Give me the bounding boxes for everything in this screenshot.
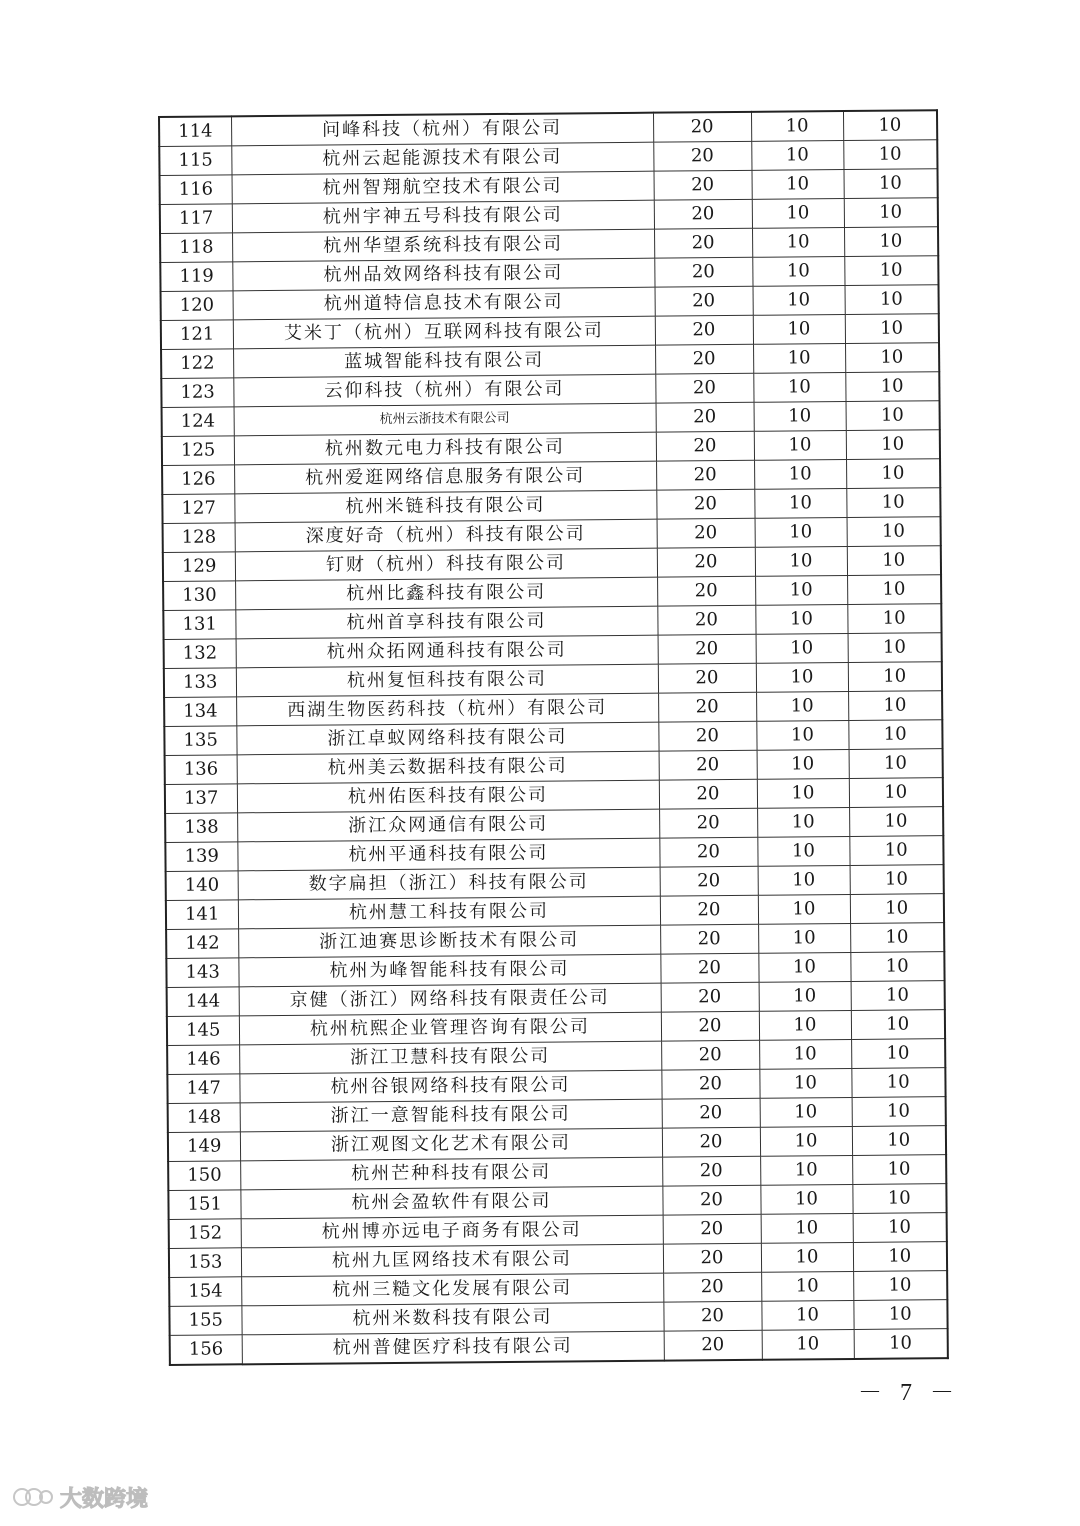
- company-name-cell: 杭州九匡网络技术有限公司: [241, 1244, 663, 1277]
- value-b-cell: 10: [753, 286, 845, 316]
- value-a-cell: 20: [658, 721, 756, 751]
- company-name-cell: 浙江众网通信有限公司: [237, 809, 659, 842]
- row-number-cell: 135: [164, 726, 236, 756]
- value-a-cell: 20: [661, 1040, 759, 1070]
- company-name-cell: 杭州平通科技有限公司: [237, 838, 659, 871]
- row-number-cell: 133: [164, 668, 236, 698]
- table-body: [159, 110, 948, 1365]
- company-name-cell: 杭州三糙文化发展有限公司: [241, 1273, 663, 1306]
- value-b-cell: 10: [755, 518, 847, 548]
- value-b-cell: 10: [760, 1184, 852, 1214]
- value-b-cell: 10: [754, 402, 846, 432]
- company-name-cell: 浙江迪赛思诊断技术有限公司: [238, 925, 660, 958]
- value-c-cell: 10: [850, 894, 944, 924]
- value-b-cell: 10: [756, 692, 848, 722]
- value-c-cell: 10: [849, 749, 943, 779]
- value-c-cell: 10: [848, 720, 942, 750]
- company-name-cell: 杭州爱逛网络信息服务有限公司: [234, 461, 656, 494]
- value-b-cell: 10: [758, 894, 850, 924]
- row-number-cell: 140: [166, 871, 238, 901]
- value-b-cell: 10: [754, 431, 846, 461]
- value-c-cell: 10: [848, 691, 942, 721]
- watermark-logo-icon: [12, 1484, 54, 1510]
- company-name-cell: 杭州首享科技有限公司: [235, 606, 657, 639]
- value-b-cell: 10: [756, 720, 848, 750]
- row-number-cell: 115: [159, 146, 231, 176]
- value-c-cell: 10: [854, 1329, 948, 1359]
- company-name-cell: 杭州道特信息技术有限公司: [233, 287, 655, 320]
- value-c-cell: 10: [846, 459, 940, 489]
- company-name-cell: 杭州普健医疗科技有限公司: [242, 1331, 664, 1364]
- value-a-cell: 20: [664, 1330, 762, 1360]
- value-c-cell: 10: [851, 1068, 945, 1098]
- value-c-cell: 10: [845, 372, 939, 402]
- company-name-cell: 问峰科技（杭州）有限公司: [231, 113, 653, 146]
- value-b-cell: 10: [753, 315, 845, 345]
- value-b-cell: 10: [757, 749, 849, 779]
- row-number-cell: 128: [163, 523, 235, 553]
- value-b-cell: 10: [755, 547, 847, 577]
- row-number-cell: 119: [160, 262, 232, 292]
- company-name-cell: 杭州杭熙企业管理咨询有限公司: [239, 1012, 661, 1045]
- row-number-cell: 117: [160, 204, 232, 234]
- value-a-cell: 20: [656, 402, 754, 432]
- company-name-cell: 钉财（杭州）科技有限公司: [235, 548, 657, 581]
- value-b-cell: 10: [761, 1242, 853, 1272]
- company-name-cell: 杭州华望系统科技有限公司: [232, 229, 654, 262]
- company-table: [158, 109, 949, 1366]
- value-b-cell: 10: [754, 489, 846, 519]
- row-number-cell: 156: [170, 1335, 242, 1365]
- row-number-cell: 126: [162, 465, 234, 495]
- row-number-cell: 154: [169, 1277, 241, 1307]
- value-c-cell: 10: [846, 488, 940, 518]
- row-number-cell: 125: [162, 436, 234, 466]
- row-number-cell: 151: [168, 1190, 240, 1220]
- value-c-cell: 10: [847, 546, 941, 576]
- company-name-cell: 杭州品效网络科技有限公司: [232, 258, 654, 291]
- value-a-cell: 20: [662, 1156, 760, 1186]
- value-a-cell: 20: [663, 1243, 761, 1273]
- value-b-cell: 10: [762, 1329, 854, 1359]
- table-wrapper: [158, 109, 947, 1366]
- value-a-cell: 20: [654, 257, 752, 287]
- value-a-cell: 20: [660, 924, 758, 954]
- value-b-cell: 10: [757, 836, 849, 866]
- row-number-cell: 118: [160, 233, 232, 263]
- value-a-cell: 20: [662, 1185, 760, 1215]
- row-number-cell: 144: [167, 987, 239, 1017]
- company-name-cell: 杭州慧工科技有限公司: [238, 896, 660, 929]
- row-number-cell: 141: [166, 900, 238, 930]
- value-b-cell: 10: [755, 576, 847, 606]
- company-name-cell: 艾米丁（杭州）互联网科技有限公司: [233, 316, 655, 349]
- value-b-cell: 10: [758, 923, 850, 953]
- company-name-cell: 杭州米链科技有限公司: [234, 490, 656, 523]
- value-c-cell: 10: [844, 227, 938, 257]
- value-a-cell: 20: [656, 431, 754, 461]
- company-name-cell: 杭州会盈软件有限公司: [240, 1186, 662, 1219]
- value-c-cell: 10: [850, 923, 944, 953]
- value-c-cell: 10: [850, 865, 944, 895]
- company-name-cell: 杭州众拓网通科技有限公司: [236, 635, 658, 668]
- value-a-cell: 20: [654, 228, 752, 258]
- value-a-cell: 20: [663, 1214, 761, 1244]
- row-number-cell: 116: [160, 175, 232, 205]
- value-c-cell: 10: [846, 401, 940, 431]
- value-c-cell: 10: [848, 662, 942, 692]
- company-name-cell: 杭州云浙技术有限公司: [234, 403, 656, 436]
- company-name-cell: 杭州米数科技有限公司: [241, 1302, 663, 1335]
- value-b-cell: 10: [758, 952, 850, 982]
- row-number-cell: 150: [168, 1161, 240, 1191]
- company-name-cell: 杭州谷银网络科技有限公司: [239, 1070, 661, 1103]
- company-name-cell: 浙江观图文化艺术有限公司: [240, 1128, 662, 1161]
- value-c-cell: 10: [845, 343, 939, 373]
- value-a-cell: 20: [655, 286, 753, 316]
- row-number-cell: 130: [163, 581, 235, 611]
- value-b-cell: 10: [752, 199, 844, 229]
- value-c-cell: 10: [844, 198, 938, 228]
- watermark-text: 大数跨境: [60, 1486, 149, 1512]
- value-b-cell: 10: [760, 1155, 852, 1185]
- value-b-cell: 10: [756, 634, 848, 664]
- row-number-cell: 146: [167, 1045, 239, 1075]
- value-b-cell: 10: [759, 1068, 851, 1098]
- value-c-cell: 10: [847, 604, 941, 634]
- value-a-cell: 20: [657, 605, 755, 635]
- row-number-cell: 155: [169, 1306, 241, 1336]
- value-a-cell: 20: [660, 895, 758, 925]
- value-a-cell: 20: [659, 837, 757, 867]
- value-a-cell: 20: [661, 982, 759, 1012]
- value-a-cell: 20: [661, 1011, 759, 1041]
- row-number-cell: 123: [161, 378, 233, 408]
- company-name-cell: 杭州复恒科技有限公司: [236, 664, 658, 697]
- company-name-cell: 杭州佑医科技有限公司: [237, 780, 659, 813]
- watermark: [12, 1482, 148, 1512]
- value-a-cell: 20: [656, 489, 754, 519]
- value-b-cell: 10: [757, 807, 849, 837]
- company-name-cell: 杭州博亦远电子商务有限公司: [241, 1215, 663, 1248]
- value-b-cell: 10: [754, 460, 846, 490]
- value-b-cell: 10: [753, 344, 845, 374]
- value-b-cell: 10: [751, 111, 843, 141]
- value-a-cell: 20: [654, 199, 752, 229]
- value-c-cell: 10: [851, 1039, 945, 1069]
- company-name-cell: 浙江一意智能科技有限公司: [240, 1099, 662, 1132]
- value-c-cell: 10: [844, 256, 938, 286]
- value-c-cell: 10: [853, 1271, 947, 1301]
- value-a-cell: 20: [654, 170, 752, 200]
- value-b-cell: 10: [751, 170, 843, 200]
- value-c-cell: 10: [852, 1126, 946, 1156]
- value-b-cell: 10: [759, 1039, 851, 1069]
- value-b-cell: 10: [759, 1010, 851, 1040]
- company-name-cell: 京健（浙江）网络科技有限责任公司: [239, 983, 661, 1016]
- row-number-cell: 137: [165, 784, 237, 814]
- value-b-cell: 10: [753, 373, 845, 403]
- value-c-cell: 10: [852, 1155, 946, 1185]
- company-name-cell: 杭州比鑫科技有限公司: [235, 577, 657, 610]
- row-number-cell: 148: [168, 1103, 240, 1133]
- value-c-cell: 10: [851, 1010, 945, 1040]
- company-name-cell: 杭州数元电力科技有限公司: [234, 432, 656, 465]
- value-c-cell: 10: [847, 517, 941, 547]
- value-c-cell: 10: [852, 1097, 946, 1127]
- value-a-cell: 20: [662, 1098, 760, 1128]
- row-number-cell: 120: [161, 291, 233, 321]
- value-a-cell: 20: [657, 518, 755, 548]
- value-c-cell: 10: [843, 110, 937, 140]
- company-name-cell: 杭州为峰智能科技有限公司: [238, 954, 660, 987]
- company-name-cell: 云仰科技（杭州）有限公司: [233, 374, 655, 407]
- value-a-cell: 20: [658, 634, 756, 664]
- value-c-cell: 10: [849, 836, 943, 866]
- value-c-cell: 10: [850, 952, 944, 982]
- value-a-cell: 20: [657, 547, 755, 577]
- value-c-cell: 10: [853, 1213, 947, 1243]
- row-number-cell: 152: [169, 1219, 241, 1249]
- row-number-cell: 114: [159, 116, 231, 146]
- company-name-cell: 杭州美云数据科技有限公司: [237, 751, 659, 784]
- company-name-cell: 杭州云起能源技术有限公司: [231, 142, 653, 175]
- company-name-cell: 西湖生物医药科技（杭州）有限公司: [236, 693, 658, 726]
- value-b-cell: 10: [758, 865, 850, 895]
- value-b-cell: 10: [761, 1300, 853, 1330]
- table-row: [170, 1329, 948, 1365]
- company-name-cell: 数字扁担（浙江）科技有限公司: [238, 867, 660, 900]
- value-a-cell: 20: [662, 1127, 760, 1157]
- row-number-cell: 122: [161, 349, 233, 379]
- value-a-cell: 20: [657, 576, 755, 606]
- company-name-cell: 深度好奇（杭州）科技有限公司: [235, 519, 657, 552]
- value-a-cell: 20: [663, 1272, 761, 1302]
- value-c-cell: 10: [846, 430, 940, 460]
- row-number-cell: 138: [165, 813, 237, 843]
- value-a-cell: 20: [655, 344, 753, 374]
- value-a-cell: 20: [660, 866, 758, 896]
- value-b-cell: 10: [757, 778, 849, 808]
- value-a-cell: 20: [653, 141, 751, 171]
- row-number-cell: 132: [164, 639, 236, 669]
- row-number-cell: 121: [161, 320, 233, 350]
- value-c-cell: 10: [845, 314, 939, 344]
- value-a-cell: 20: [659, 750, 757, 780]
- company-name-cell: 浙江卫慧科技有限公司: [239, 1041, 661, 1074]
- value-a-cell: 20: [660, 953, 758, 983]
- row-number-cell: 139: [165, 842, 237, 872]
- value-b-cell: 10: [760, 1097, 852, 1127]
- value-a-cell: 20: [658, 692, 756, 722]
- value-a-cell: 20: [656, 460, 754, 490]
- value-a-cell: 20: [661, 1069, 759, 1099]
- value-c-cell: 10: [843, 169, 937, 199]
- row-number-cell: 142: [166, 929, 238, 959]
- value-a-cell: 20: [655, 315, 753, 345]
- value-b-cell: 10: [751, 141, 843, 171]
- row-number-cell: 149: [168, 1132, 240, 1162]
- row-number-cell: 127: [162, 494, 234, 524]
- page-number: － 7 －: [858, 1380, 960, 1406]
- company-name-cell: 杭州宇神五号科技有限公司: [232, 200, 654, 233]
- row-number-cell: 136: [165, 755, 237, 785]
- value-c-cell: 10: [853, 1242, 947, 1272]
- value-b-cell: 10: [756, 663, 848, 693]
- value-a-cell: 20: [659, 808, 757, 838]
- row-number-cell: 131: [163, 610, 235, 640]
- value-b-cell: 10: [755, 605, 847, 635]
- company-name-cell: 蓝城智能科技有限公司: [233, 345, 655, 378]
- value-a-cell: 20: [658, 663, 756, 693]
- value-b-cell: 10: [752, 257, 844, 287]
- value-b-cell: 10: [761, 1271, 853, 1301]
- value-b-cell: 10: [752, 228, 844, 258]
- row-number-cell: 153: [169, 1248, 241, 1278]
- value-b-cell: 10: [761, 1213, 853, 1243]
- value-c-cell: 10: [848, 633, 942, 663]
- value-c-cell: 10: [849, 778, 943, 808]
- company-name-cell: 杭州芒种科技有限公司: [240, 1157, 662, 1190]
- value-c-cell: 10: [845, 285, 939, 315]
- value-a-cell: 20: [659, 779, 757, 809]
- company-name-cell: 杭州智翔航空技术有限公司: [232, 171, 654, 204]
- value-a-cell: 20: [663, 1301, 761, 1331]
- company-name-cell: 浙江卓蚁网络科技有限公司: [236, 722, 658, 755]
- row-number-cell: 129: [163, 552, 235, 582]
- row-number-cell: 145: [167, 1016, 239, 1046]
- value-b-cell: 10: [760, 1126, 852, 1156]
- value-a-cell: 20: [653, 112, 751, 142]
- row-number-cell: 147: [167, 1074, 239, 1104]
- value-c-cell: 10: [852, 1184, 946, 1214]
- value-c-cell: 10: [851, 981, 945, 1011]
- value-a-cell: 20: [655, 373, 753, 403]
- row-number-cell: 124: [162, 407, 234, 437]
- row-number-cell: 143: [166, 958, 238, 988]
- value-c-cell: 10: [849, 807, 943, 837]
- value-b-cell: 10: [759, 981, 851, 1011]
- value-c-cell: 10: [843, 140, 937, 170]
- value-c-cell: 10: [853, 1300, 947, 1330]
- value-c-cell: 10: [847, 575, 941, 605]
- row-number-cell: 134: [164, 697, 236, 727]
